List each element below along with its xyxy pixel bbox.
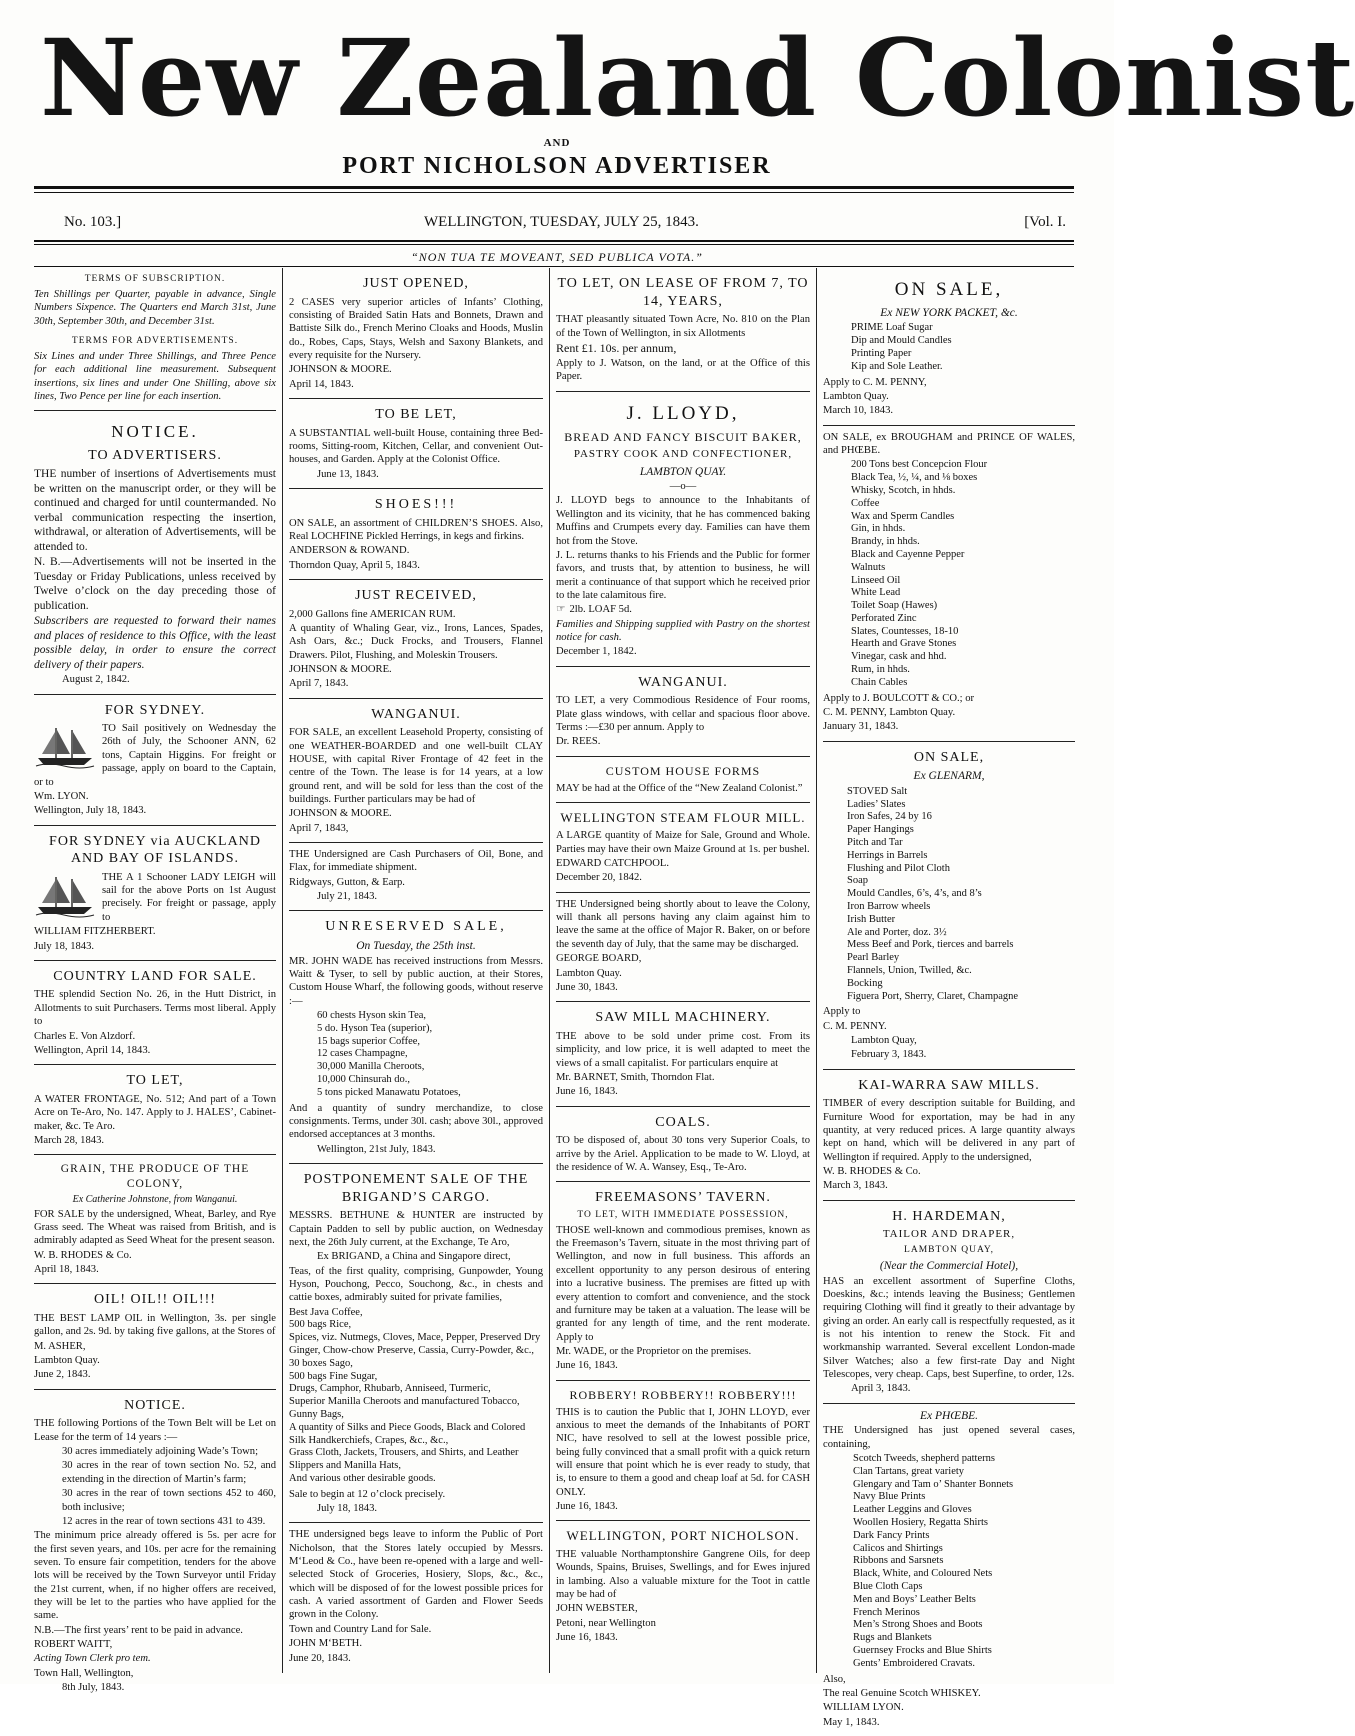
unreserved-sale-ad xyxy=(289,911,543,1163)
rob-heading: ROBBERY! ROBBERY!! ROBBERY!!! xyxy=(569,1387,797,1402)
column-rule-1 xyxy=(282,268,283,1673)
terms-of-subscription xyxy=(34,268,276,411)
phoebe-heading: Ex PHŒBE. xyxy=(919,1409,979,1422)
tobelet-heading: TO BE LET, xyxy=(375,407,457,423)
post-item: Best Java Coffee, xyxy=(289,1306,363,1318)
tavern-signature: Mr. WADE, or the Proprietor on the premises. xyxy=(556,1345,752,1357)
glen-place: Lambton Quay, xyxy=(851,1035,917,1047)
hard-near: (Near the Commercial Hotel), xyxy=(879,1260,1019,1273)
flour-text: A LARGE quantity of Maize for Sale, Ground and Whole. Parties may have their own Maize Ground at 1s. per bushel. xyxy=(556,830,810,855)
wang-date: April 7, 1843, xyxy=(289,822,349,834)
sydney-heading: FOR SYDNEY. xyxy=(104,702,206,718)
notice2-signature: ROBERT WAITT, xyxy=(34,1638,113,1650)
lloyd-date: December 1, 1842. xyxy=(556,646,637,658)
brough-item: Brandy, in hhds. xyxy=(851,536,920,548)
glenarm-ad xyxy=(823,742,1075,1070)
post-heading: POSTPONEMENT SALE OF THE BRIGAND’S CARGO. xyxy=(303,1171,529,1205)
customs-text: MAY be had at the Office of the “New Zealand Colonist.” xyxy=(556,782,803,794)
received-signature: JOHNSON & MOORE. xyxy=(289,664,392,676)
wanganui-residence-ad xyxy=(556,667,810,757)
kai-text: TIMBER of every description suitable for Building, and Furniture Wood for exportation, may be had in any quantity, at very reduced prices. A large quantity always kept on hand, which will be delivered in any part of Wellington if required. Apply to the undersigned, xyxy=(823,1098,1075,1163)
post-item: 30 boxes Sago, xyxy=(289,1357,353,1369)
post-sale-time: Sale to begin at 12 o’clock precisely. xyxy=(289,1488,446,1500)
glen-item: Mould Candles, 6’s, 4’s, and 8’s xyxy=(847,888,982,900)
notice2-paragraph: The minimum price already offered is 5s. per acre for the first seven years, and 10s. per acre for the remaining seven. To ensure fair competition, tenders for the above lots will be received by the Town Surveyor until Friday the 21st current, when, if no higher offers are received, they will be let to the parties who have applied for the same. xyxy=(34,1530,276,1622)
flour-signature: EDWARD CATCHPOOL. xyxy=(556,858,670,870)
auckland-text: THE A 1 Schooner LADY LEIGH will sail for the above Ports on 1st August precisely. For freight or passage, apply to xyxy=(102,871,276,923)
unres-terms: And a quantity of sundry merchandize, to close consignments. Terms, under 30l. cash; above 30l., approved endorsed acceptances at 3 months. xyxy=(289,1102,543,1141)
post-item: Grass Cloth, Jackets, Trousers, and Shirts, and Leather Slippers and Manilla Hats, xyxy=(289,1447,519,1472)
flour-heading: WELLINGTON STEAM FLOUR MILL. xyxy=(560,810,806,826)
just-opened-ad xyxy=(289,268,543,399)
saw-heading: SAW MILL MACHINERY. xyxy=(595,1010,771,1026)
lloyd-heading: J. LLOYD, xyxy=(626,402,740,424)
lease-rent: Rent £1. 10s. per annum, xyxy=(556,340,677,355)
let-heading: TO LET, xyxy=(126,1073,184,1089)
grain-ad xyxy=(34,1155,276,1284)
post-item: 500 bags Fine Sugar, xyxy=(289,1370,378,1382)
lease-ad xyxy=(556,268,810,392)
notice2-place: Town Hall, Wellington, xyxy=(34,1667,134,1679)
tavern-text: THOSE well-known and commodious premises, known as the Freemason’s Tavern, situate in the most thriving part of Wellington, and now in full business. This affords an excellent opportunity to any person desirous of entering into a lucrative business. The premises are fitted up with every attention to comfort and convenience, and the stock and furniture may be taken at a valuation. The lease will be granted for any length of time, and the rent moderate. Apply to xyxy=(556,1224,810,1343)
macbeth-date: June 20, 1843. xyxy=(289,1652,351,1664)
notice-paragraph-1: THE number of insertions of Advertisements must be written on the manuscript order, or they will be continued and charged for until countermanded. No verbal communication respecting the insertion, withdrawal, or alteration of Advertisements, will be attended to. xyxy=(34,468,276,553)
auckland-heading: FOR SYDNEY via AUCKLAND AND BAY OF ISLANDS. xyxy=(49,833,261,867)
wanganui-property-ad xyxy=(289,699,543,843)
shoes-text: ON SALE, an assortment of CHILDREN’S SHOES. Also, Real LOCHFINE Pickled Herrings, in kegs and firkins. xyxy=(289,517,543,542)
shoes-signature: ANDERSON & ROWAND. xyxy=(289,545,410,557)
unres-heading: UNRESERVED SALE, xyxy=(325,919,507,935)
notice-date: August 2, 1842. xyxy=(62,674,130,686)
tobelet-date: June 13, 1843. xyxy=(317,468,379,480)
saw-text: THE above to be sold under prime cost. From its simplicity, and low price, it is well adapted to meet the views of a small capitalist. For particulars enquire at xyxy=(556,1030,810,1069)
brougham-ad xyxy=(823,426,1075,742)
phoebe-whisky: The real Genuine Scotch WHISKEY. xyxy=(823,1687,981,1699)
glen-item: Bocking xyxy=(847,977,883,989)
oil-signature: M. ASHER, xyxy=(34,1340,86,1352)
notice-to-advertisers xyxy=(34,411,276,694)
board-place: Lambton Quay. xyxy=(556,967,622,979)
tavern-date: June 16, 1843. xyxy=(556,1360,618,1372)
sydney-auckland-ad xyxy=(34,826,276,961)
macbeth-text: THE undersigned begs leave to inform the Public of Port Nicholson, that the Stores lately occupied by Messrs. M‘Leod & Co., have been re-opened with a large and well-selected Stock of Groceries, Hosiery, Slops, &c., &c., which will be disposed of for the lowest possible prices for cash. A varied assortment of Garden and Flower Seeds grown in the Colony. xyxy=(289,1529,543,1621)
lloyd-ornament: —o— xyxy=(669,481,697,493)
sydney-signature: Wm. LYON. xyxy=(34,790,89,802)
volume-number: [Vol. I. xyxy=(1024,214,1066,230)
glen-item: Flannels, Union, Twilled, &c. xyxy=(847,964,972,976)
sale-date: March 10, 1843. xyxy=(823,405,894,417)
terms-adv-heading: TERMS FOR ADVERTISEMENTS. xyxy=(71,336,239,346)
coals-heading: COALS. xyxy=(655,1114,711,1130)
received-heading: JUST RECEIVED, xyxy=(355,588,477,604)
brough-item: Chain Cables xyxy=(851,676,908,688)
unres-item: 10,000 Chinsurah do., xyxy=(317,1073,411,1085)
notice-subheading: TO ADVERTISERS. xyxy=(88,447,222,463)
phoebe-item: Glengary and Tam o’ Shanter Bonnets xyxy=(853,1478,1014,1490)
oil-text: THE BEST LAMP OIL in Wellington, 3s. per single gallon, and 2s. 9d. by taking five gallons, at the Stores of xyxy=(34,1313,276,1338)
oil-signature-place: Lambton Quay. xyxy=(34,1355,100,1367)
glen-item: STOVED Salt xyxy=(847,785,908,797)
received-text: A quantity of Whaling Gear, viz., Irons, Lances, Spades, Ash Oars, &c.; Duck Frocks, and Trousers, Flannel Drawers. Pilot, Flushing, and Moleskin Trousers. xyxy=(289,623,543,661)
unres-text: MR. JOHN WADE has received instructions from Messrs. Waitt & Tyser, to sell by public auction, at their Stores, Custom House Wharf, the following goods, without reserve :— xyxy=(289,955,543,1007)
phoebe-text: THE Undersigned has just opened several cases, containing, xyxy=(823,1425,1075,1450)
sale-subheading: Ex NEW YORK PACKET, &c. xyxy=(880,306,1018,319)
sale-heading: ON SALE, xyxy=(894,279,1004,300)
board-signature: GEORGE BOARD, xyxy=(556,953,642,965)
let-text: A WATER FRONTAGE, No. 512; And part of a Town Acre on Te-Aro, No. 147. Apply to J. HALES’, Cabinet-maker, &c. Te Aro. xyxy=(34,1093,276,1132)
for-sydney-ad xyxy=(34,695,276,826)
george-board-ad xyxy=(556,893,810,1002)
tobelet-text: A SUBSTANTIAL well-built House, containing three Bed-rooms, Sitting-room, Kitchen, Cellar, and convenient Out-houses, and Garden. Apply at the Colonist Office. xyxy=(289,427,543,466)
glen-item: Soap xyxy=(847,875,868,887)
grain-signature: W. B. RHODES & Co. xyxy=(34,1249,132,1261)
post-item: 500 bags Rice, xyxy=(289,1319,352,1331)
lloyd-loaf: 2lb. LOAF 5d. xyxy=(569,604,632,616)
sale-item: Kip and Sole Leather. xyxy=(851,360,943,372)
shoes-heading: SHOES!!! xyxy=(374,497,458,513)
phoebe-item: Guernsey Frocks and Blue Shirts xyxy=(853,1644,992,1656)
unres-item: 5 tons picked Manawatu Potatoes, xyxy=(317,1086,461,1098)
issue-number: No. 103.] xyxy=(64,214,122,230)
lloyd-families: Families and Shipping supplied with Pastry on the shortest notice for cash. xyxy=(556,618,810,643)
glen-item: Figuera Port, Sherry, Claret, Champagne xyxy=(847,990,1019,1002)
brough-date: January 31, 1843. xyxy=(823,721,899,733)
glen-item: Paper Hangings xyxy=(847,824,914,836)
new-york-packet-ad xyxy=(823,268,1075,426)
brough-signature: Apply to J. BOULCOTT & CO.; or xyxy=(823,692,975,704)
masthead-subtitle: PORT NICHOLSON ADVERTISER xyxy=(342,153,772,179)
lloyd-text: J. LLOYD begs to announce to the Inhabitants of Wellington and its vicinity, that he has commenced baking Muffins and Crumpets every day. Families can have them hot from the Stove. xyxy=(556,495,810,547)
lloyd-baker-ad xyxy=(556,392,810,667)
grain-heading: GRAIN, THE PRODUCE OF THE COLONY, xyxy=(60,1163,250,1190)
phoebe-item: Clan Tartans, great variety xyxy=(853,1465,965,1477)
land-text: THE splendid Section No. 26, in the Hutt District, in Allotments to suit Purchasers. Terms most liberal. Apply to xyxy=(34,989,276,1028)
phoebe-item: Men and Boys’ Leather Belts xyxy=(853,1593,976,1605)
just-received-ad xyxy=(289,580,543,699)
lloyd-trade-2: PASTRY COOK AND CONFECTIONER, xyxy=(573,447,793,460)
notice2-nb: N.B.—The first years’ rent to be paid in advance. xyxy=(34,1624,243,1636)
phoebe-item: Blue Cloth Caps xyxy=(853,1580,923,1592)
phoebe-also: Also, xyxy=(823,1673,846,1685)
kai-warra-saw-mills-ad xyxy=(823,1070,1075,1201)
brough-item: Walnuts xyxy=(851,561,886,573)
board-date: June 30, 1843. xyxy=(556,981,618,993)
grain-subheading: Ex Catherine Johnstone, from Wanganui. xyxy=(72,1194,238,1206)
lloyd-address: LAMBTON QUAY. xyxy=(639,465,727,478)
post-item: Gunny Bags, xyxy=(289,1408,344,1420)
brough-item: Perforated Zinc xyxy=(851,612,917,624)
brough-item: Gin, in hhds. xyxy=(851,523,906,535)
post-item: Drugs, Camphor, Rhubarb, Anniseed, Turmeric, xyxy=(289,1383,491,1395)
wang2-text: TO LET, a very Commodious Residence of Four rooms, Plate glass windows, with cellar and spacious floor above. Terms :—£30 per annum. Apply to xyxy=(556,695,810,733)
land-heading: COUNTRY LAND FOR SALE. xyxy=(53,968,257,984)
glen-item: Ladies’ Slates xyxy=(847,798,906,810)
kai-heading: KAI-WARRA SAW MILLS. xyxy=(858,1077,1040,1093)
sale-signature: Apply to C. M. PENNY, xyxy=(823,376,927,388)
notice2-heading: NOTICE. xyxy=(124,1397,186,1413)
hard-text: HAS an excellent assortment of Superfine Cloths, Doeskins, &c.; intends leaving the Business; Gentlemen requiring Clothing will find it greatly to their advantage by giving an order. An early call is respectfully requested, as it is not his intention to renew the Stock. Fit and workmanship warranted. Several excellent London-made Silver Watches; also a few first-rate Day and Night Telescopes, very cheap. Caps, best Superfine, to order, 12s. xyxy=(823,1275,1075,1381)
phoebe-ad xyxy=(823,1404,1075,1736)
oil2-text: THE Undersigned are Cash Purchasers of Oil, Bone, and Flax, for immediate shipment. xyxy=(289,849,543,874)
port-nicholson-oils-ad xyxy=(556,1521,810,1651)
masthead-and: AND xyxy=(543,137,571,149)
freemasons-tavern-ad xyxy=(556,1182,810,1380)
sale-place: Lambton Quay. xyxy=(823,390,889,402)
brough-item: Slates, Countesses, 18-10 xyxy=(851,625,959,637)
auckland-signature: WILLIAM FITZHERBERT. xyxy=(34,926,156,938)
oil-heading: OIL! OIL!! OIL!!! xyxy=(94,1292,216,1308)
phoebe-item: Gents’ Embroidered Cravats. xyxy=(853,1657,975,1669)
to-be-let-ad xyxy=(289,399,543,489)
dateline-rule-thin xyxy=(34,244,1074,245)
notice2-item: 30 acres in the rear of town section No. 52, and extending in the direction of Martin’s farm; xyxy=(62,1460,276,1485)
phoebe-item: Men’s Strong Shoes and Boots xyxy=(853,1619,983,1631)
glen-item: Pearl Barley xyxy=(847,952,900,964)
phoebe-item: Woollen Hosiery, Regatta Shirts xyxy=(853,1516,988,1528)
post-ship: Ex BRIGAND, a China and Singapore direct, xyxy=(317,1251,511,1263)
coals-text: TO be disposed of, about 30 tons very Superior Coals, to arrive by the Ariel. Application to be made to W. Lloyd, at the residence of W. A. Wansey, Esq., Te-Aro. xyxy=(556,1135,810,1173)
notice-paragraph-2: N. B.—Advertisements will not be inserted in the Tuesday or Friday Publications, unless received by Twelve o’clock on the day preceding those of publication. xyxy=(34,556,276,612)
phoebe-item: Dark Fancy Prints xyxy=(853,1529,930,1541)
phoebe-signature: WILLIAM LYON. xyxy=(823,1702,904,1714)
mbeth-stores-ad xyxy=(289,1523,543,1671)
glen-item: Irish Butter xyxy=(847,913,896,925)
motto: “NON TUA TE MOVEANT, SED PUBLICA VOTA.” xyxy=(411,250,703,264)
tavern-heading: FREEMASONS’ TAVERN. xyxy=(595,1190,771,1206)
issue-date: WELLINGTON, TUESDAY, JULY 25, 1843. xyxy=(424,214,699,230)
lloyd-trade: BREAD AND FANCY BISCUIT BAKER, xyxy=(564,429,802,444)
brough-item: Wax and Sperm Candles xyxy=(851,510,955,522)
opened-heading: JUST OPENED, xyxy=(363,276,469,291)
glen-date: February 3, 1843. xyxy=(851,1049,927,1061)
glen-subheading: Ex GLENARM, xyxy=(913,770,985,783)
hardeman-tailor-ad xyxy=(823,1201,1075,1404)
brough-item: Hearth and Grave Stones xyxy=(851,638,957,650)
terms-adv-text: Six Lines and under Three Shillings, and Three Pence for each additional line measurement. Subsequent insertions, six lines and under One Shilling, above six lines, Two Pence per line for each insertion. xyxy=(34,350,276,402)
flour-date: December 20, 1842. xyxy=(556,872,642,884)
saw-signature: Mr. BARNET, Smith, Thorndon Flat. xyxy=(556,1071,715,1083)
phoebe-date: May 1, 1843. xyxy=(823,1716,880,1728)
macbeth-signature: JOHN M‘BETH. xyxy=(289,1638,362,1650)
glen-heading: ON SALE, xyxy=(913,749,985,765)
unres-item: 15 bags superior Coffee, xyxy=(317,1035,421,1047)
pn-signature: JOHN WEBSTER, xyxy=(556,1603,638,1615)
glen-item: Flushing and Pilot Cloth xyxy=(847,862,950,874)
brough-item: Linseed Oil xyxy=(851,574,901,586)
lamp-oil-ad xyxy=(34,1284,276,1389)
sale-item: Printing Paper xyxy=(851,348,912,360)
hard-heading: H. HARDEMAN, xyxy=(892,1208,1006,1224)
lease-heading: TO LET, ON LEASE OF FROM 7, TO 14, YEARS, xyxy=(557,276,809,309)
received-date: April 7, 1843. xyxy=(289,678,349,690)
dateline-rule xyxy=(34,240,1074,242)
wang2-heading: WANGANUI. xyxy=(638,674,728,690)
lease-apply: Apply to J. Watson, on the land, or at the Office of this Paper. xyxy=(556,358,810,383)
notice2-item: 30 acres in the rear of town sections 452 to 460, both inclusive; xyxy=(62,1488,276,1513)
tavern-subheading: TO LET, WITH IMMEDIATE POSSESSION, xyxy=(577,1209,789,1220)
header-rule-thin xyxy=(34,192,1074,193)
post-item: Spices, viz. Nutmegs, Cloves, Mace, Pepper, Preserved Dry Ginger, Chow-chow Preserve, Cassia, Curry-Powder, &c., xyxy=(289,1332,541,1356)
hard-date: April 3, 1843. xyxy=(851,1383,911,1395)
brough-item: Black and Cayenne Pepper xyxy=(851,548,965,560)
rob-text: THIS is to caution the Public that I, JOHN LLOYD, ever anxious to meet the demands of the Inhabitants of PORT NIC, have resolved to sell at the lowest possible price, being fully convinced that a small profit with a quick return will ensure that point which he is ever ready to study, that is, to ensure to them a good and cheap loaf at 5d. for CASH ONLY. xyxy=(556,1406,810,1498)
brough-item: Black Tea, ½, ¼, and ⅛ boxes xyxy=(851,472,978,484)
unres-item: 12 cases Champagne, xyxy=(317,1048,408,1060)
notice2-text: THE following Portions of the Town Belt will be Let on Lease for the term of 14 years :— xyxy=(34,1418,276,1443)
unres-item: 5 do. Hyson Tea (superior), xyxy=(317,1022,433,1034)
shoes-date: Thorndon Quay, April 5, 1843. xyxy=(289,559,420,571)
glen-item: Iron Barrow wheels xyxy=(847,900,931,912)
wang-heading: WANGANUI. xyxy=(371,706,461,722)
oil2-date: July 21, 1843. xyxy=(317,891,378,903)
column-rule-2 xyxy=(549,268,550,1673)
glen-item: Iron Safes, 24 by 16 xyxy=(847,811,932,823)
glen-item: Pitch and Tar xyxy=(847,837,903,848)
glen-signature: C. M. PENNY. xyxy=(823,1020,887,1032)
notice2-date: 8th July, 1843. xyxy=(62,1681,125,1693)
ship-icon xyxy=(34,724,96,768)
unres-subheading: On Tuesday, the 25th inst. xyxy=(356,940,476,953)
hard-trade: TAILOR AND DRAPER, xyxy=(882,1228,1016,1241)
lloyd-paragraph: J. L. returns thanks to his Friends and the Public for former favors, and trusts that, by attention to business, he will merit a continuance of that support which he received prior to the late calamitous fire. xyxy=(556,549,810,601)
kai-date: March 3, 1843. xyxy=(823,1180,888,1192)
wang2-signature: Dr. REES. xyxy=(556,736,601,748)
auckland-date: July 18, 1843. xyxy=(34,940,95,952)
brough-heading: ON SALE, ex BROUGHAM and PRINCE OF WALES, and PHŒBE. xyxy=(823,431,1075,456)
cash-purchasers-ad xyxy=(289,843,543,911)
sydney-text: TO Sail positively on Wednesday the 26th of July, the Schooner ANN, 62 tons, Captain Higgins. For freight or passage, apply on board to the Captain, or to xyxy=(34,723,276,788)
column-2 xyxy=(289,268,543,1673)
opened-text: 2 CASES very superior articles of Infants’ Clothing, consisting of Braided Satin Hats and Bonnets, Drawn and Battiste Silk do., French Merino Cloaks and Hoods, Muslin do., Robes, Caps, Stays, Welsh and Saxony Blankets, and every requisite for the Nursery. xyxy=(289,296,543,361)
post-item: A quantity of Silks and Piece Goods, Black and Colored Silk Handkerchiefs, Crapes, &c., &c., xyxy=(289,1421,526,1446)
sale-item: PRIME Loaf Sugar xyxy=(851,322,933,334)
saw-mill-machinery-ad xyxy=(556,1002,810,1106)
flour-mill-ad xyxy=(556,803,810,893)
unres-item: 30,000 Manilla Cheroots, xyxy=(317,1061,425,1073)
notice2-title: Acting Town Clerk pro tem. xyxy=(34,1653,151,1665)
town-belt-notice xyxy=(34,1390,276,1702)
postponement-sale-ad xyxy=(289,1164,543,1524)
column-1 xyxy=(34,268,276,1693)
custom-house-forms-ad xyxy=(556,757,810,803)
land-signature: Charles E. Von Alzdorf. xyxy=(34,1030,136,1042)
column-4 xyxy=(823,268,1075,1728)
rob-date: June 16, 1843. xyxy=(556,1501,618,1513)
notice2-item: 12 acres in the rear of town sections 431 to 439. xyxy=(62,1515,266,1527)
brough-item: Rum, in hhds. xyxy=(851,664,910,676)
brough-item: Toilet Soap (Hawes) xyxy=(851,600,938,612)
robbery-ad xyxy=(556,1381,810,1522)
hard-address: LAMBTON QUAY, xyxy=(904,1245,994,1256)
motto-rule xyxy=(34,266,1074,267)
wang-signature: JOHNSON & MOORE. xyxy=(289,808,392,820)
brough-item: 200 Tons best Concepcion Flour xyxy=(851,459,988,471)
brough-signature-2: C. M. PENNY, Lambton Quay. xyxy=(823,707,956,719)
board-text: THE Undersigned being shortly about to leave the Colony, will thank all persons having any claim against him to leave the same at the office of Major R. Baker, on or before the seventh day of July, that the same may be discharged. xyxy=(556,898,810,950)
header-rule-top xyxy=(34,186,1074,189)
grain-text: FOR SALE by the undersigned, Wheat, Barley, and Rye Grass seed. The Wheat was raised from British, and is admirably adapted as Seed Wheat for the present season. xyxy=(34,1208,276,1247)
let-date: March 28, 1843. xyxy=(34,1134,105,1146)
brough-item: Coffee xyxy=(851,497,880,509)
ship-icon xyxy=(34,873,96,917)
glen-apply: Apply to xyxy=(823,1006,861,1018)
phoebe-item: Navy Blue Prints xyxy=(853,1491,926,1503)
notice-paragraph-3: Subscribers are requested to forward their names and places of residence to this Office, with the least possible delay, in order to ensure the correct delivery of their papers. xyxy=(34,615,276,671)
unres-item: 60 chests Hyson skin Tea, xyxy=(317,1009,427,1021)
brough-item: Vinegar, cask and hhd. xyxy=(851,651,947,663)
pointing-hand-icon: ☞ xyxy=(556,604,566,616)
post-text: MESSRS. BETHUNE & HUNTER are instructed by Captain Padden to sell by public auction, on Wednesday next, the 26th July current, at the Exchange, Te Aro, xyxy=(289,1210,543,1248)
saw-date: June 16, 1843. xyxy=(556,1086,618,1098)
pn-date: June 16, 1843. xyxy=(556,1631,618,1643)
country-land-ad xyxy=(34,961,276,1065)
coals-ad xyxy=(556,1107,810,1183)
grain-date: April 18, 1843. xyxy=(34,1264,99,1276)
masthead-title: New Zealand Colonist xyxy=(40,15,1355,140)
unres-date: Wellington, 21st July, 1843. xyxy=(317,1143,436,1155)
notice2-item: 30 acres immediately adjoining Wade’s Town; xyxy=(62,1446,259,1458)
phoebe-item: Black, White, and Coloured Nets xyxy=(853,1568,993,1580)
column-rule-3 xyxy=(816,268,817,1673)
phoebe-item: Rugs and Blankets xyxy=(853,1632,932,1644)
pn-place: Petoni, near Wellington xyxy=(556,1617,656,1629)
phoebe-item: Calicos and Shirtings xyxy=(853,1542,943,1554)
brough-item: Whisky, Scotch, in hhds. xyxy=(851,484,956,496)
post-teas: Teas, of the first quality, comprising, Gunpowder, Young Hyson, Pouchong, Pecco, Souchong, &c., in chests and cattie boxes, admirably suited for private families, xyxy=(289,1265,543,1304)
to-let-ad xyxy=(34,1065,276,1155)
sale-item: Dip and Mould Candles xyxy=(851,335,952,347)
column-3 xyxy=(556,268,810,1673)
customs-heading: CUSTOM HOUSE FORMS xyxy=(605,763,761,778)
opened-date: April 14, 1843. xyxy=(289,378,354,390)
phoebe-item: Leather Leggins and Gloves xyxy=(853,1504,972,1516)
phoebe-item: Scotch Tweeds, shepherd patterns xyxy=(853,1452,995,1464)
phoebe-item: Ribbons and Sarsnets xyxy=(853,1555,944,1567)
pn-heading: WELLINGTON, PORT NICHOLSON. xyxy=(566,1528,800,1544)
received-rum: 2,000 Gallons fine AMERICAN RUM. xyxy=(289,608,456,620)
sydney-date: Wellington, July 18, 1843. xyxy=(34,805,147,817)
glen-item: Ale and Porter, doz. 3½ xyxy=(847,926,947,938)
kai-signature: W. B. RHODES & Co. xyxy=(823,1166,921,1178)
shoes-ad xyxy=(289,489,543,580)
macbeth-land: Town and Country Land for Sale. xyxy=(289,1623,432,1635)
glen-item: Herrings in Barrels xyxy=(847,849,928,861)
pn-text: THE valuable Northamptonshire Gangrene Oils, for deep Wounds, Spains, Bruises, Swellings, and for Ewes injured in lambing. Also a valuable mixture for the Toot in cattle may be had of xyxy=(556,1548,810,1600)
dateline xyxy=(40,214,1070,234)
phoebe-item: French Merinos xyxy=(853,1606,920,1618)
lease-text: THAT pleasantly situated Town Acre, No. 810 on the Plan of the Town of Wellington, in six Allotments xyxy=(556,314,810,339)
land-date: Wellington, April 14, 1843. xyxy=(34,1044,151,1056)
glen-item: Mess Beef and Pork, tierces and barrels xyxy=(847,939,1014,951)
post-item: And various other desirable goods. xyxy=(289,1472,436,1484)
brough-item: White Lead xyxy=(851,587,901,599)
terms-sub-text: Ten Shillings per Quarter, payable in advance, Single Numbers Sixpence. The Quarters end March 31st, June 30th, September 30th, and December 31st. xyxy=(34,288,276,327)
oil2-signature: Ridgways, Gutton, & Earp. xyxy=(289,876,405,888)
notice-heading: NOTICE. xyxy=(111,422,199,442)
post-date: July 18, 1843. xyxy=(317,1503,378,1515)
opened-signature: JOHNSON & MOORE. xyxy=(289,364,392,376)
post-item: Superior Manilla Cheroots and manufactured Tobacco, xyxy=(289,1396,520,1408)
wang-text: FOR SALE, an excellent Leasehold Property, consisting of one WEATHER-BOARDED and one well-built CLAY HOUSE, with capital River Frontage of 42 feet in the centre of the Town. The lease is for 14 years, at a low ground rent, and will be sold for less than the cost of the buildings. Further particulars may be had of xyxy=(289,727,543,806)
oil-date: June 2, 1843. xyxy=(34,1369,91,1381)
terms-sub-heading: TERMS OF SUBSCRIPTION. xyxy=(84,274,226,284)
